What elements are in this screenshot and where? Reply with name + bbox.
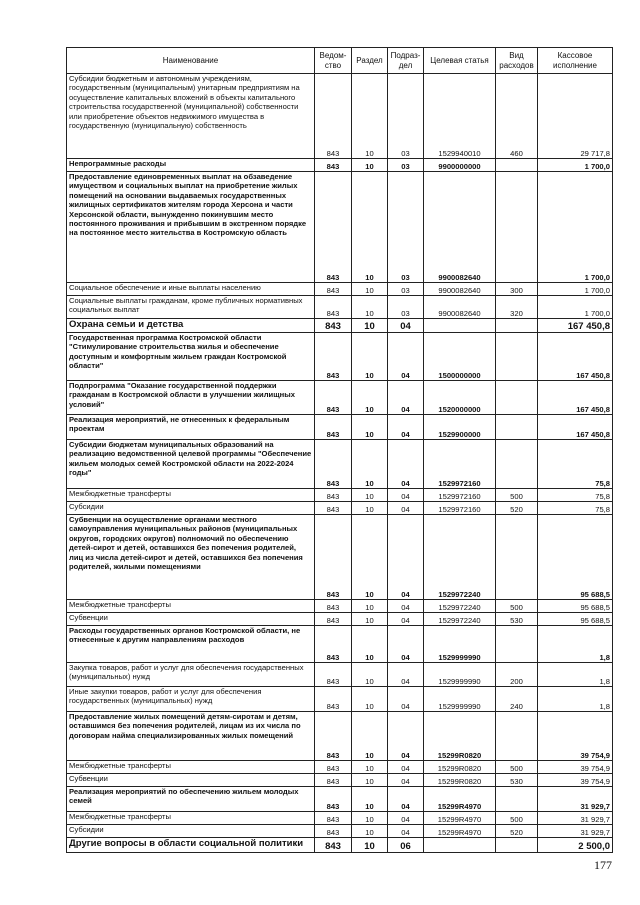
row-section: 10 bbox=[352, 626, 388, 663]
row-name: Расходы государственных органов Костромской области, не отнесенные к другим направлениям расходов bbox=[67, 626, 315, 663]
row-section: 10 bbox=[352, 333, 388, 381]
row-amount: 29 717,8 bbox=[538, 74, 613, 159]
table-row bbox=[67, 381, 613, 415]
row-subsection: 04 bbox=[388, 774, 424, 787]
row-article: 1529999990 bbox=[424, 687, 496, 712]
row-expense-type bbox=[496, 440, 538, 489]
row-expense-type bbox=[496, 787, 538, 812]
row-subsection: 03 bbox=[388, 159, 424, 172]
row-dept: 843 bbox=[315, 761, 352, 774]
row-section: 10 bbox=[352, 283, 388, 296]
row-article: 1529999990 bbox=[424, 663, 496, 687]
row-name: Охрана семьи и детства bbox=[67, 319, 315, 333]
table-row bbox=[67, 319, 613, 333]
row-subsection: 03 bbox=[388, 296, 424, 319]
table-row bbox=[67, 838, 613, 853]
row-amount: 1,8 bbox=[538, 663, 613, 687]
row-section: 10 bbox=[352, 296, 388, 319]
row-section: 10 bbox=[352, 600, 388, 613]
row-subsection: 03 bbox=[388, 74, 424, 159]
row-section: 10 bbox=[352, 761, 388, 774]
row-amount: 39 754,9 bbox=[538, 761, 613, 774]
table-row bbox=[67, 159, 613, 172]
budget-execution-table bbox=[66, 47, 613, 853]
header-section: Раздел bbox=[352, 48, 388, 74]
row-expense-type bbox=[496, 333, 538, 381]
row-article: 1529972160 bbox=[424, 502, 496, 515]
row-amount: 1 700,0 bbox=[538, 172, 613, 283]
row-article: 1520000000 bbox=[424, 381, 496, 415]
row-dept: 843 bbox=[315, 838, 352, 853]
row-amount: 31 929,7 bbox=[538, 787, 613, 812]
row-expense-type: 520 bbox=[496, 825, 538, 838]
row-name: Подпрограмма "Оказание государственной поддержки гражданам в Костромской области в улучшении жилищных условий" bbox=[67, 381, 315, 415]
row-subsection: 03 bbox=[388, 283, 424, 296]
row-name: Социальные выплаты гражданам, кроме публичных нормативных социальных выплат bbox=[67, 296, 315, 319]
row-amount: 1 700,0 bbox=[538, 296, 613, 319]
table-row bbox=[67, 626, 613, 663]
row-amount: 167 450,8 bbox=[538, 333, 613, 381]
row-section: 10 bbox=[352, 415, 388, 440]
row-section: 10 bbox=[352, 515, 388, 600]
row-subsection: 04 bbox=[388, 712, 424, 761]
row-article: 9900082640 bbox=[424, 172, 496, 283]
row-name: Предоставление жилых помещений детям-сиротам и детям, оставшимся без попечения родителей, лицам из их числа по договорам найма специализированных жилых помещений bbox=[67, 712, 315, 761]
row-article: 1529972160 bbox=[424, 489, 496, 502]
table-row bbox=[67, 687, 613, 712]
row-article: 9900082640 bbox=[424, 296, 496, 319]
row-name: Субсидии bbox=[67, 502, 315, 515]
row-name: Реализация мероприятий, не отнесенных к федеральным проектам bbox=[67, 415, 315, 440]
row-expense-type bbox=[496, 838, 538, 853]
header-dept: Ведом-ство bbox=[315, 48, 352, 74]
row-expense-type: 500 bbox=[496, 812, 538, 825]
row-amount: 95 688,5 bbox=[538, 600, 613, 613]
row-expense-type bbox=[496, 319, 538, 333]
row-name: Субвенции bbox=[67, 774, 315, 787]
row-subsection: 04 bbox=[388, 626, 424, 663]
table-row bbox=[67, 489, 613, 502]
table-row bbox=[67, 333, 613, 381]
row-subsection: 04 bbox=[388, 761, 424, 774]
row-name: Реализация мероприятий по обеспечению жильем молодых семей bbox=[67, 787, 315, 812]
header-article: Целевая статья bbox=[424, 48, 496, 74]
table-row bbox=[67, 812, 613, 825]
row-name: Субвенции bbox=[67, 613, 315, 626]
row-article: 1529999990 bbox=[424, 626, 496, 663]
row-expense-type bbox=[496, 172, 538, 283]
row-dept: 843 bbox=[315, 381, 352, 415]
row-subsection: 04 bbox=[388, 787, 424, 812]
row-article: 15299R0820 bbox=[424, 712, 496, 761]
row-dept: 843 bbox=[315, 415, 352, 440]
row-amount: 1 700,0 bbox=[538, 159, 613, 172]
row-dept: 843 bbox=[315, 74, 352, 159]
row-name: Предоставление единовременных выплат на обзаведение имуществом и социальных выплат на приобретение жилых помещений на основании выдаваемых государственных жилищных сертификатов жителям города Херсона и части Херсонской области, вынужденно покинувшим место постоянного проживания и прибывшим в экстренном порядке на постоянное место жительства в Костромскую область bbox=[67, 172, 315, 283]
header-execution: Кассовое исполнение bbox=[538, 48, 613, 74]
row-name: Межбюджетные трансферты bbox=[67, 600, 315, 613]
row-subsection: 04 bbox=[388, 502, 424, 515]
table-row bbox=[67, 502, 613, 515]
row-subsection: 03 bbox=[388, 172, 424, 283]
row-dept: 843 bbox=[315, 283, 352, 296]
row-subsection: 04 bbox=[388, 319, 424, 333]
row-article: 15299R4970 bbox=[424, 825, 496, 838]
row-name: Закупка товаров, работ и услуг для обеспечения государственных (муниципальных) нужд bbox=[67, 663, 315, 687]
row-amount: 75,8 bbox=[538, 489, 613, 502]
row-subsection: 04 bbox=[388, 515, 424, 600]
row-subsection: 04 bbox=[388, 415, 424, 440]
row-amount: 167 450,8 bbox=[538, 319, 613, 333]
row-article: 9900000000 bbox=[424, 159, 496, 172]
row-expense-type: 300 bbox=[496, 283, 538, 296]
row-subsection: 04 bbox=[388, 489, 424, 502]
row-subsection: 04 bbox=[388, 333, 424, 381]
row-amount: 167 450,8 bbox=[538, 381, 613, 415]
row-amount: 1,8 bbox=[538, 687, 613, 712]
row-section: 10 bbox=[352, 774, 388, 787]
row-name: Социальное обеспечение и иные выплаты населению bbox=[67, 283, 315, 296]
row-name: Субсидии bbox=[67, 825, 315, 838]
row-dept: 843 bbox=[315, 319, 352, 333]
row-subsection: 04 bbox=[388, 825, 424, 838]
row-expense-type: 500 bbox=[496, 600, 538, 613]
row-dept: 843 bbox=[315, 613, 352, 626]
row-expense-type: 240 bbox=[496, 687, 538, 712]
row-dept: 843 bbox=[315, 333, 352, 381]
table-row bbox=[67, 296, 613, 319]
row-section: 10 bbox=[352, 712, 388, 761]
row-expense-type: 500 bbox=[496, 489, 538, 502]
table-row bbox=[67, 774, 613, 787]
table-row bbox=[67, 283, 613, 296]
row-article bbox=[424, 838, 496, 853]
row-name: Субсидии бюджетам муниципальных образований на реализацию ведомственной целевой программы "Обеспечение жильем молодых семей Костромской области на 2022-2024 годы" bbox=[67, 440, 315, 489]
row-article: 1529972240 bbox=[424, 515, 496, 600]
table-row bbox=[67, 761, 613, 774]
row-expense-type bbox=[496, 712, 538, 761]
row-section: 10 bbox=[352, 812, 388, 825]
row-dept: 843 bbox=[315, 787, 352, 812]
row-dept: 843 bbox=[315, 172, 352, 283]
row-dept: 843 bbox=[315, 626, 352, 663]
row-dept: 843 bbox=[315, 515, 352, 600]
row-section: 10 bbox=[352, 502, 388, 515]
header-expense-type: Вид расходов bbox=[496, 48, 538, 74]
row-expense-type: 520 bbox=[496, 502, 538, 515]
row-article: 1529972240 bbox=[424, 613, 496, 626]
row-article: 1529900000 bbox=[424, 415, 496, 440]
row-expense-type: 500 bbox=[496, 761, 538, 774]
row-expense-type: 530 bbox=[496, 613, 538, 626]
row-subsection: 04 bbox=[388, 600, 424, 613]
row-section: 10 bbox=[352, 787, 388, 812]
row-subsection: 06 bbox=[388, 838, 424, 853]
row-dept: 843 bbox=[315, 600, 352, 613]
row-article: 1529972240 bbox=[424, 600, 496, 613]
header-name: Наименование bbox=[67, 48, 315, 74]
row-subsection: 04 bbox=[388, 440, 424, 489]
row-amount: 31 929,7 bbox=[538, 812, 613, 825]
row-section: 10 bbox=[352, 687, 388, 712]
row-dept: 843 bbox=[315, 159, 352, 172]
table-body bbox=[67, 74, 613, 853]
row-section: 10 bbox=[352, 172, 388, 283]
header-subsection: Подраз-дел bbox=[388, 48, 424, 74]
row-name: Межбюджетные трансферты bbox=[67, 812, 315, 825]
row-subsection: 04 bbox=[388, 613, 424, 626]
page-number: 177 bbox=[594, 858, 612, 872]
row-expense-type bbox=[496, 159, 538, 172]
table-row bbox=[67, 613, 613, 626]
row-article: 15299R4970 bbox=[424, 787, 496, 812]
row-amount: 75,8 bbox=[538, 440, 613, 489]
row-amount: 1 700,0 bbox=[538, 283, 613, 296]
table-row bbox=[67, 74, 613, 159]
row-dept: 843 bbox=[315, 774, 352, 787]
row-dept: 843 bbox=[315, 489, 352, 502]
table-row bbox=[67, 663, 613, 687]
row-article: 1529940010 bbox=[424, 74, 496, 159]
table-row bbox=[67, 515, 613, 600]
row-section: 10 bbox=[352, 838, 388, 853]
row-section: 10 bbox=[352, 440, 388, 489]
row-amount: 1,8 bbox=[538, 626, 613, 663]
row-amount: 39 754,9 bbox=[538, 774, 613, 787]
row-section: 10 bbox=[352, 825, 388, 838]
row-section: 10 bbox=[352, 663, 388, 687]
row-article: 15299R0820 bbox=[424, 774, 496, 787]
row-name: Государственная программа Костромской области "Стимулирование строительства жилья и обеспечение доступным и комфортным жильем граждан Костромской области" bbox=[67, 333, 315, 381]
row-subsection: 04 bbox=[388, 812, 424, 825]
table-row bbox=[67, 415, 613, 440]
row-section: 10 bbox=[352, 74, 388, 159]
row-name: Непрограммные расходы bbox=[67, 159, 315, 172]
row-article: 9900082640 bbox=[424, 283, 496, 296]
row-amount: 75,8 bbox=[538, 502, 613, 515]
table-row bbox=[67, 440, 613, 489]
row-expense-type bbox=[496, 415, 538, 440]
row-expense-type: 200 bbox=[496, 663, 538, 687]
row-article: 1500000000 bbox=[424, 333, 496, 381]
row-dept: 843 bbox=[315, 502, 352, 515]
row-amount: 167 450,8 bbox=[538, 415, 613, 440]
row-article: 15299R4970 bbox=[424, 812, 496, 825]
row-amount: 31 929,7 bbox=[538, 825, 613, 838]
row-name: Межбюджетные трансферты bbox=[67, 489, 315, 502]
row-subsection: 04 bbox=[388, 381, 424, 415]
row-subsection: 04 bbox=[388, 663, 424, 687]
row-expense-type bbox=[496, 381, 538, 415]
table-row bbox=[67, 172, 613, 283]
row-dept: 843 bbox=[315, 825, 352, 838]
row-dept: 843 bbox=[315, 663, 352, 687]
table-row bbox=[67, 712, 613, 761]
row-section: 10 bbox=[352, 613, 388, 626]
row-dept: 843 bbox=[315, 440, 352, 489]
row-expense-type: 320 bbox=[496, 296, 538, 319]
row-dept: 843 bbox=[315, 712, 352, 761]
row-dept: 843 bbox=[315, 296, 352, 319]
table-row bbox=[67, 787, 613, 812]
row-expense-type: 530 bbox=[496, 774, 538, 787]
row-name: Другие вопросы в области социальной политики bbox=[67, 838, 315, 853]
row-amount: 95 688,5 bbox=[538, 515, 613, 600]
row-dept: 843 bbox=[315, 812, 352, 825]
row-article: 1529972160 bbox=[424, 440, 496, 489]
row-dept: 843 bbox=[315, 687, 352, 712]
row-name: Субсидии бюджетным и автономным учреждениям, государственным (муниципальным) унитарным предприятиям на осуществление капитальных вложений в объекты капитального строительства государственной (муниципальной) собственности или приобретение объектов недвижимого имущества в государственную (муниципальную) собственность bbox=[67, 74, 315, 159]
row-amount: 95 688,5 bbox=[538, 613, 613, 626]
row-article: 15299R0820 bbox=[424, 761, 496, 774]
row-section: 10 bbox=[352, 159, 388, 172]
row-article bbox=[424, 319, 496, 333]
row-subsection: 04 bbox=[388, 687, 424, 712]
row-expense-type bbox=[496, 626, 538, 663]
row-section: 10 bbox=[352, 489, 388, 502]
row-name: Субвенции на осуществление органами местного самоуправления муниципальных районов (муниципальных округов, городских округов) полномочий по обеспечению детей-сирот и детей, оставшихся без попечения родителей, лиц из числа детей-сирот и детей, оставшихся без попечения родителей, жилыми помещениями bbox=[67, 515, 315, 600]
table-header-row bbox=[67, 48, 613, 74]
row-amount: 2 500,0 bbox=[538, 838, 613, 853]
row-section: 10 bbox=[352, 319, 388, 333]
row-name: Межбюджетные трансферты bbox=[67, 761, 315, 774]
row-name: Иные закупки товаров, работ и услуг для обеспечения государственных (муниципальных) нужд bbox=[67, 687, 315, 712]
row-section: 10 bbox=[352, 381, 388, 415]
table-row bbox=[67, 600, 613, 613]
row-expense-type: 460 bbox=[496, 74, 538, 159]
row-amount: 39 754,9 bbox=[538, 712, 613, 761]
row-expense-type bbox=[496, 515, 538, 600]
table-row bbox=[67, 825, 613, 838]
